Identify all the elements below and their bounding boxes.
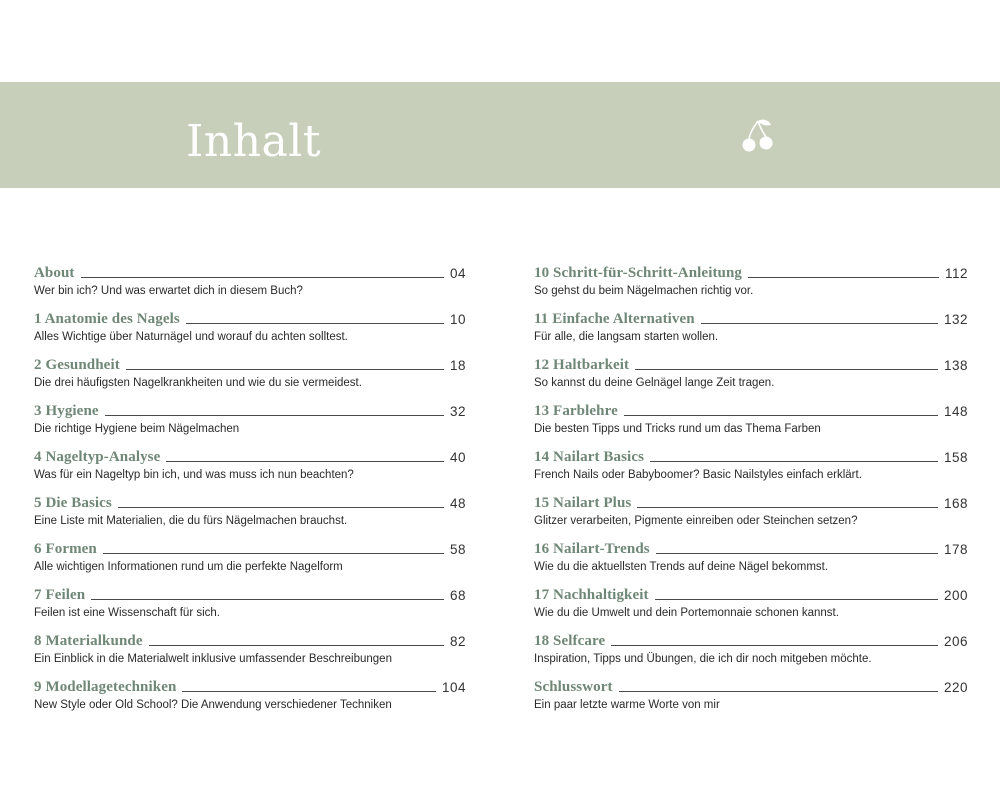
entry-description: Was für ein Nageltyp bin ich, und was muss ich nun beachten?	[34, 469, 354, 481]
entry-description: Wie du die aktuellsten Trends auf deine Nägel bekommst.	[534, 561, 829, 573]
entry-page: 148	[943, 404, 968, 419]
leader-line	[748, 277, 939, 278]
entry-title: 13 Farblehre	[534, 403, 618, 419]
entry-page: 178	[943, 542, 968, 557]
entry-page: 10	[449, 312, 466, 327]
entry-title: 5 Die Basics	[34, 495, 112, 511]
entry-title: 1 Anatomie des Nagels	[34, 311, 180, 327]
entry-description: So kannst du deine Gelnägel lange Zeit tragen.	[534, 377, 775, 389]
leader-line	[624, 415, 938, 416]
entry-description: So gehst du beim Nägelmachen richtig vor.	[534, 285, 754, 297]
toc-entry[interactable]	[34, 630, 466, 676]
entry-title: 17 Nachhaltigkeit	[534, 587, 649, 603]
entry-title: About	[34, 265, 75, 281]
entry-description: Ein Einblick in die Materialwelt inklusive umfassender Beschreibungen	[34, 653, 392, 665]
toc-left-column	[34, 262, 466, 722]
entry-title: 11 Einfache Alternativen	[534, 311, 695, 327]
entry-title: 9 Modellagetechniken	[34, 679, 177, 695]
leader-line	[637, 507, 938, 508]
entry-title: 2 Gesundheit	[34, 357, 120, 373]
leader-line	[655, 599, 938, 600]
entry-title: 10 Schritt-für-Schritt-Anleitung	[534, 265, 743, 281]
leader-line	[611, 645, 938, 646]
entry-title: 6 Formen	[34, 541, 97, 557]
leader-line	[103, 553, 444, 554]
entry-description: Feilen ist eine Wissenschaft für sich.	[34, 607, 220, 619]
leader-line	[126, 369, 444, 370]
entry-description: Alles Wichtige über Naturnägel und worauf du achten solltest.	[34, 331, 348, 343]
entry-description: Alle wichtigen Informationen rund um die perfekte Nagelform	[34, 561, 343, 573]
entry-page: 132	[943, 312, 968, 327]
entry-page: 18	[449, 358, 466, 373]
toc-entry[interactable]	[34, 400, 466, 446]
toc-entry[interactable]	[534, 446, 968, 492]
leader-line	[182, 691, 436, 692]
leader-line	[166, 461, 444, 462]
entry-title: 4 Nageltyp-Analyse	[34, 449, 161, 465]
entry-description: Glitzer verarbeiten, Pigmente einreiben oder Steinchen setzen?	[534, 515, 858, 527]
entry-description: French Nails oder Babyboomer? Basic Nailstyles einfach erklärt.	[534, 469, 862, 481]
entry-description: Ein paar letzte warme Worte von mir	[534, 699, 720, 711]
page-title: Inhalt	[186, 116, 322, 167]
header-banner	[0, 82, 1000, 188]
entry-page: 138	[943, 358, 968, 373]
entry-title: 3 Hygiene	[34, 403, 99, 419]
entry-title: 12 Haltbarkeit	[534, 357, 630, 373]
entry-page: 32	[449, 404, 466, 419]
entry-page: 58	[449, 542, 466, 557]
entry-title: 18 Selfcare	[534, 633, 606, 649]
entry-page: 200	[943, 588, 968, 603]
leader-line	[81, 277, 444, 278]
entry-page: 04	[449, 266, 466, 281]
toc-entry[interactable]	[34, 538, 466, 584]
entry-description: Wer bin ich? Und was erwartet dich in diesem Buch?	[34, 285, 303, 297]
entry-page: 104	[441, 680, 466, 695]
entry-page: 40	[449, 450, 466, 465]
entry-title: 15 Nailart Plus	[534, 495, 632, 511]
entry-title: 7 Feilen	[34, 587, 86, 603]
leader-line	[701, 323, 938, 324]
entry-description: Die besten Tipps und Tricks rund um das Thema Farben	[534, 423, 821, 435]
entry-page: 68	[449, 588, 466, 603]
leader-line	[118, 507, 444, 508]
toc-entry[interactable]	[534, 354, 968, 400]
entry-page: 168	[943, 496, 968, 511]
toc-entry[interactable]	[34, 584, 466, 630]
toc-right-column	[534, 262, 968, 722]
toc-entry[interactable]	[34, 492, 466, 538]
entry-title: 14 Nailart Basics	[534, 449, 645, 465]
entry-page: 82	[449, 634, 466, 649]
toc-entry[interactable]	[34, 354, 466, 400]
entry-page: 48	[449, 496, 466, 511]
toc-entry[interactable]	[534, 492, 968, 538]
entry-page: 158	[943, 450, 968, 465]
entry-page: 206	[943, 634, 968, 649]
entry-title: 16 Nailart-Trends	[534, 541, 650, 557]
leader-line	[91, 599, 444, 600]
entry-description: Wie du die Umwelt und dein Portemonnaie schonen kannst.	[534, 607, 839, 619]
entry-description: New Style oder Old School? Die Anwendung verschiedener Techniken	[34, 699, 392, 711]
toc-entry[interactable]	[534, 308, 968, 354]
toc-entry[interactable]	[34, 676, 466, 722]
toc-entry[interactable]	[534, 676, 968, 722]
toc-entry[interactable]	[534, 630, 968, 676]
leader-line	[635, 369, 938, 370]
entry-page: 220	[943, 680, 968, 695]
toc-entry[interactable]	[534, 400, 968, 446]
leader-line	[149, 645, 444, 646]
leader-line	[656, 553, 938, 554]
entry-title: Schlusswort	[534, 679, 613, 695]
toc-entry[interactable]	[34, 262, 466, 308]
entry-description: Die richtige Hygiene beim Nägelmachen	[34, 423, 240, 435]
entry-description: Für alle, die langsam starten wollen.	[534, 331, 719, 343]
toc-entry[interactable]	[34, 308, 466, 354]
leader-line	[186, 323, 444, 324]
entry-description: Inspiration, Tipps und Übungen, die ich dir noch mitgeben möchte.	[534, 653, 872, 665]
cherry-icon	[738, 117, 778, 157]
toc-entry[interactable]	[34, 446, 466, 492]
toc-entry[interactable]	[534, 584, 968, 630]
entry-description: Eine Liste mit Materialien, die du fürs Nägelmachen brauchst.	[34, 515, 348, 527]
entry-page: 112	[944, 266, 968, 281]
leader-line	[105, 415, 444, 416]
leader-line	[619, 691, 938, 692]
entry-description: Die drei häufigsten Nagelkrankheiten und wie du sie vermeidest.	[34, 377, 362, 389]
entry-title: 8 Materialkunde	[34, 633, 143, 649]
toc-entry[interactable]	[534, 262, 968, 308]
leader-line	[650, 461, 938, 462]
toc-entry[interactable]	[534, 538, 968, 584]
